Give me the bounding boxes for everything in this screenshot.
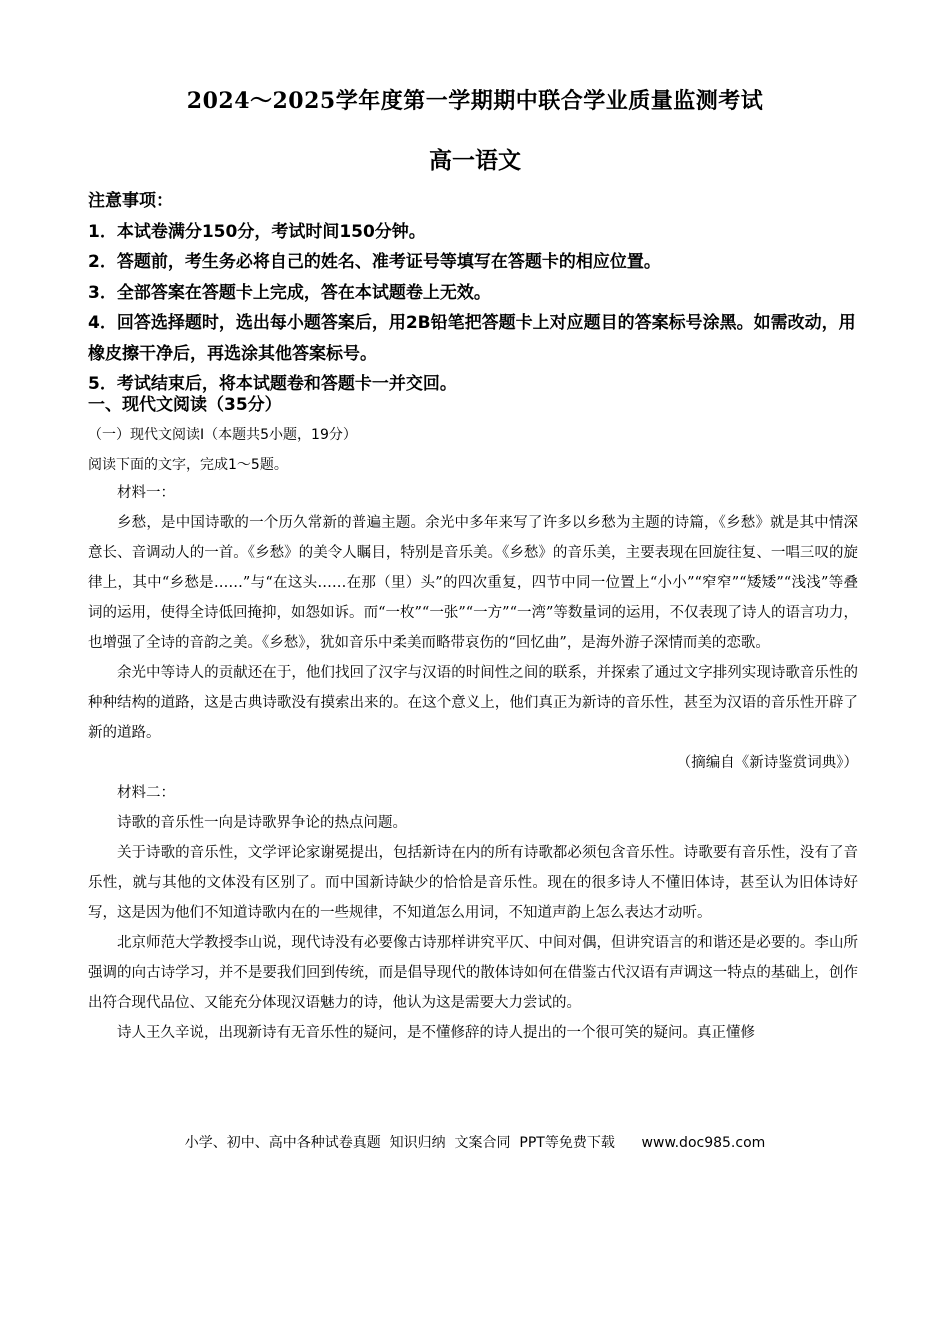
notice-item: 1．本试卷满分150分，考试时间150分钟。 bbox=[88, 221, 426, 242]
exam-title: 2024～2025学年度第一学期期中联合学业质量监测考试 bbox=[186, 88, 764, 114]
section-subheading: （一）现代文阅读Ⅰ（本题共5小题，19分） bbox=[88, 427, 357, 443]
notice-item: 2．答题前，考生务必将自己的姓名、准考证号等填写在答题卡的相应位置。 bbox=[88, 252, 661, 272]
material-2-label: 材料二： bbox=[117, 785, 175, 801]
material-1-source: （摘编自《新诗鉴赏词典》） bbox=[676, 755, 858, 771]
subject-title: 高一语文 bbox=[429, 147, 521, 174]
reading-instruction: 阅读下面的文字，完成1～5题。 bbox=[88, 457, 288, 473]
page-footer: 小学、初中、高中各种试卷真题 知识归纳 文案合同 PPT等免费下载 www.doc985.com bbox=[184, 1135, 766, 1151]
notice-block bbox=[88, 186, 868, 400]
notice-item: 3．全部答案在答题卡上完成，答在本试题卷上无效。 bbox=[88, 282, 491, 303]
material-1-paragraph: 乡愁，是中国诗歌的一个历久常新的普遍主题。余光中多年来写了许多以乡愁为主题的诗篇，《乡愁》就是其中情深意长、音调动人的一首。《乡愁》的美令人瞩目，特别是音乐美。《乡愁》的音乐美，主要表现在回旋往复、一唱三叹的旋律上，其中“乡愁是……”与“在这头……在那（里）头”的四次重复，四节中同一位置上“小小”“窄窄”“矮矮”“浅浅”等叠词的运用，使得全诗低回掩抑，如怨如诉。而“一枚”“一张”“一方”“一湾”等数量词的运用，不仅表现了诗人的语言功力，也增强了全诗的音韵之美。《乡愁》，犹如音乐中柔美而略带哀伤的“回忆曲”，是海外游子深情而美的恋歌。 bbox=[88, 515, 858, 651]
material-2-paragraph: 北京师范大学教授李山说，现代诗没有必要像古诗那样讲究平仄、中间对偶，但讲究语言的和谐还是必要的。李山所强调的向古诗学习，并不是要我们回到传统，而是倡导现代的散体诗如何在借鉴古代汉语有声调这一特点的基础上，创作出符合现代品位、又能充分体现汉语魅力的诗，他认为这是需要大力尝试的。 bbox=[88, 935, 858, 1011]
section-heading: 一、现代文阅读（35分） bbox=[88, 395, 282, 415]
notice-item: 5．考试结束后，将本试题卷和答题卡一并交回。 bbox=[88, 374, 457, 394]
notice-heading: 注意事项： bbox=[88, 191, 173, 211]
material-2-paragraph: 诗人王久辛说，出现新诗有无音乐性的疑问，是不懂修辞的诗人提出的一个很可笑的疑问。真正懂修 bbox=[117, 1025, 755, 1041]
material-1-paragraph: 余光中等诗人的贡献还在于，他们找回了汉字与汉语的时间性之间的联系，并探索了通过文字排列实现诗歌音乐性的种种结构的道路，这是古典诗歌没有摸索出来的。在这个意义上，他们真正为新诗的音乐性，甚至为汉语的音乐性开辟了新的道路。 bbox=[88, 665, 858, 741]
notice-item: 4．回答选择题时，选出每小题答案后，用2B铅笔把答题卡上对应题目的答案标号涂黑。如需改动，用橡皮擦干净后，再选涂其他答案标号。 bbox=[88, 313, 856, 364]
material-2-paragraph: 诗歌的音乐性一向是诗歌界争论的热点问题。 bbox=[117, 815, 407, 831]
reading-passage bbox=[88, 478, 858, 1048]
material-2-paragraph: 关于诗歌的音乐性，文学评论家谢冕提出，包括新诗在内的所有诗歌都必须包含音乐性。诗歌要有音乐性，没有了音乐性，就与其他的文体没有区别了。而中国新诗缺少的恰恰是音乐性。现在的很多诗人不懂旧体诗，甚至认为旧体诗好写，这是因为他们不知道诗歌内在的一些规律，不知道怎么用词，不知道声韵上怎么表达才动听。 bbox=[88, 845, 858, 921]
material-1-label: 材料一： bbox=[117, 485, 175, 501]
